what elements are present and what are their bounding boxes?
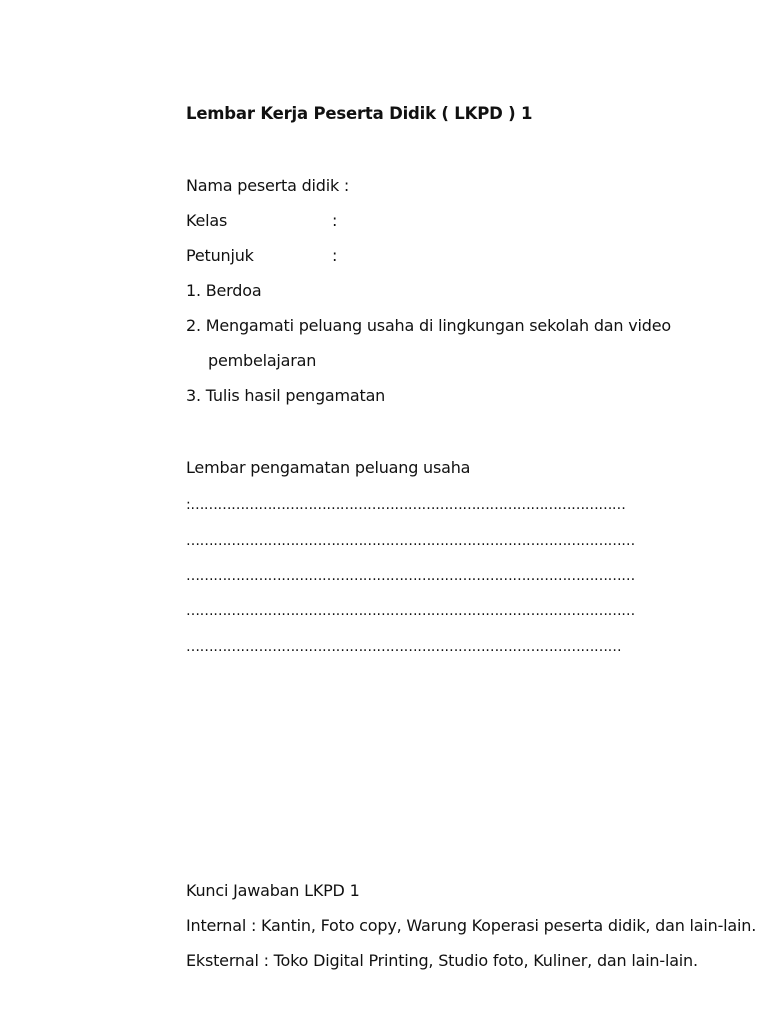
answer-line-2: ……………………………………………………………………………………… bbox=[186, 533, 635, 549]
answer-line-5: …………………………………………………………………………………… bbox=[186, 639, 622, 655]
field-petunjuk bbox=[186, 246, 337, 265]
worksheet-heading: Lembar pengamatan peluang usaha bbox=[186, 458, 471, 477]
field-petunjuk-label: Petunjuk bbox=[186, 246, 254, 265]
answer-line-3: ……………………………………………………………………………………… bbox=[186, 568, 635, 584]
answer-line-4: ……………………………………………………………………………………… bbox=[186, 603, 635, 619]
field-kelas-colon: : bbox=[332, 211, 338, 230]
answer-key-eksternal: Eksternal : Toko Digital Printing, Studio foto, Kuliner, dan lain-lain. bbox=[186, 951, 698, 970]
step-2-continued: pembelajaran bbox=[208, 351, 317, 370]
field-kelas bbox=[186, 211, 337, 230]
answer-key-heading: Kunci Jawaban LKPD 1 bbox=[186, 881, 360, 900]
step-1: 1. Berdoa bbox=[186, 281, 262, 300]
page-title: Lembar Kerja Peserta Didik ( LKPD ) 1 bbox=[186, 104, 533, 123]
answer-key-internal: Internal : Kantin, Foto copy, Warung Koperasi peserta didik, dan lain-lain. bbox=[186, 916, 757, 935]
field-kelas-label: Kelas bbox=[186, 211, 228, 230]
field-nama: Nama peserta didik : bbox=[186, 176, 350, 195]
step-3: 3. Tulis hasil pengamatan bbox=[186, 386, 386, 405]
field-petunjuk-colon: : bbox=[332, 246, 338, 265]
answer-line-1: :…………………………………………………………………………………… bbox=[186, 497, 626, 513]
step-2: 2. Mengamati peluang usaha di lingkungan sekolah dan video bbox=[186, 316, 671, 335]
